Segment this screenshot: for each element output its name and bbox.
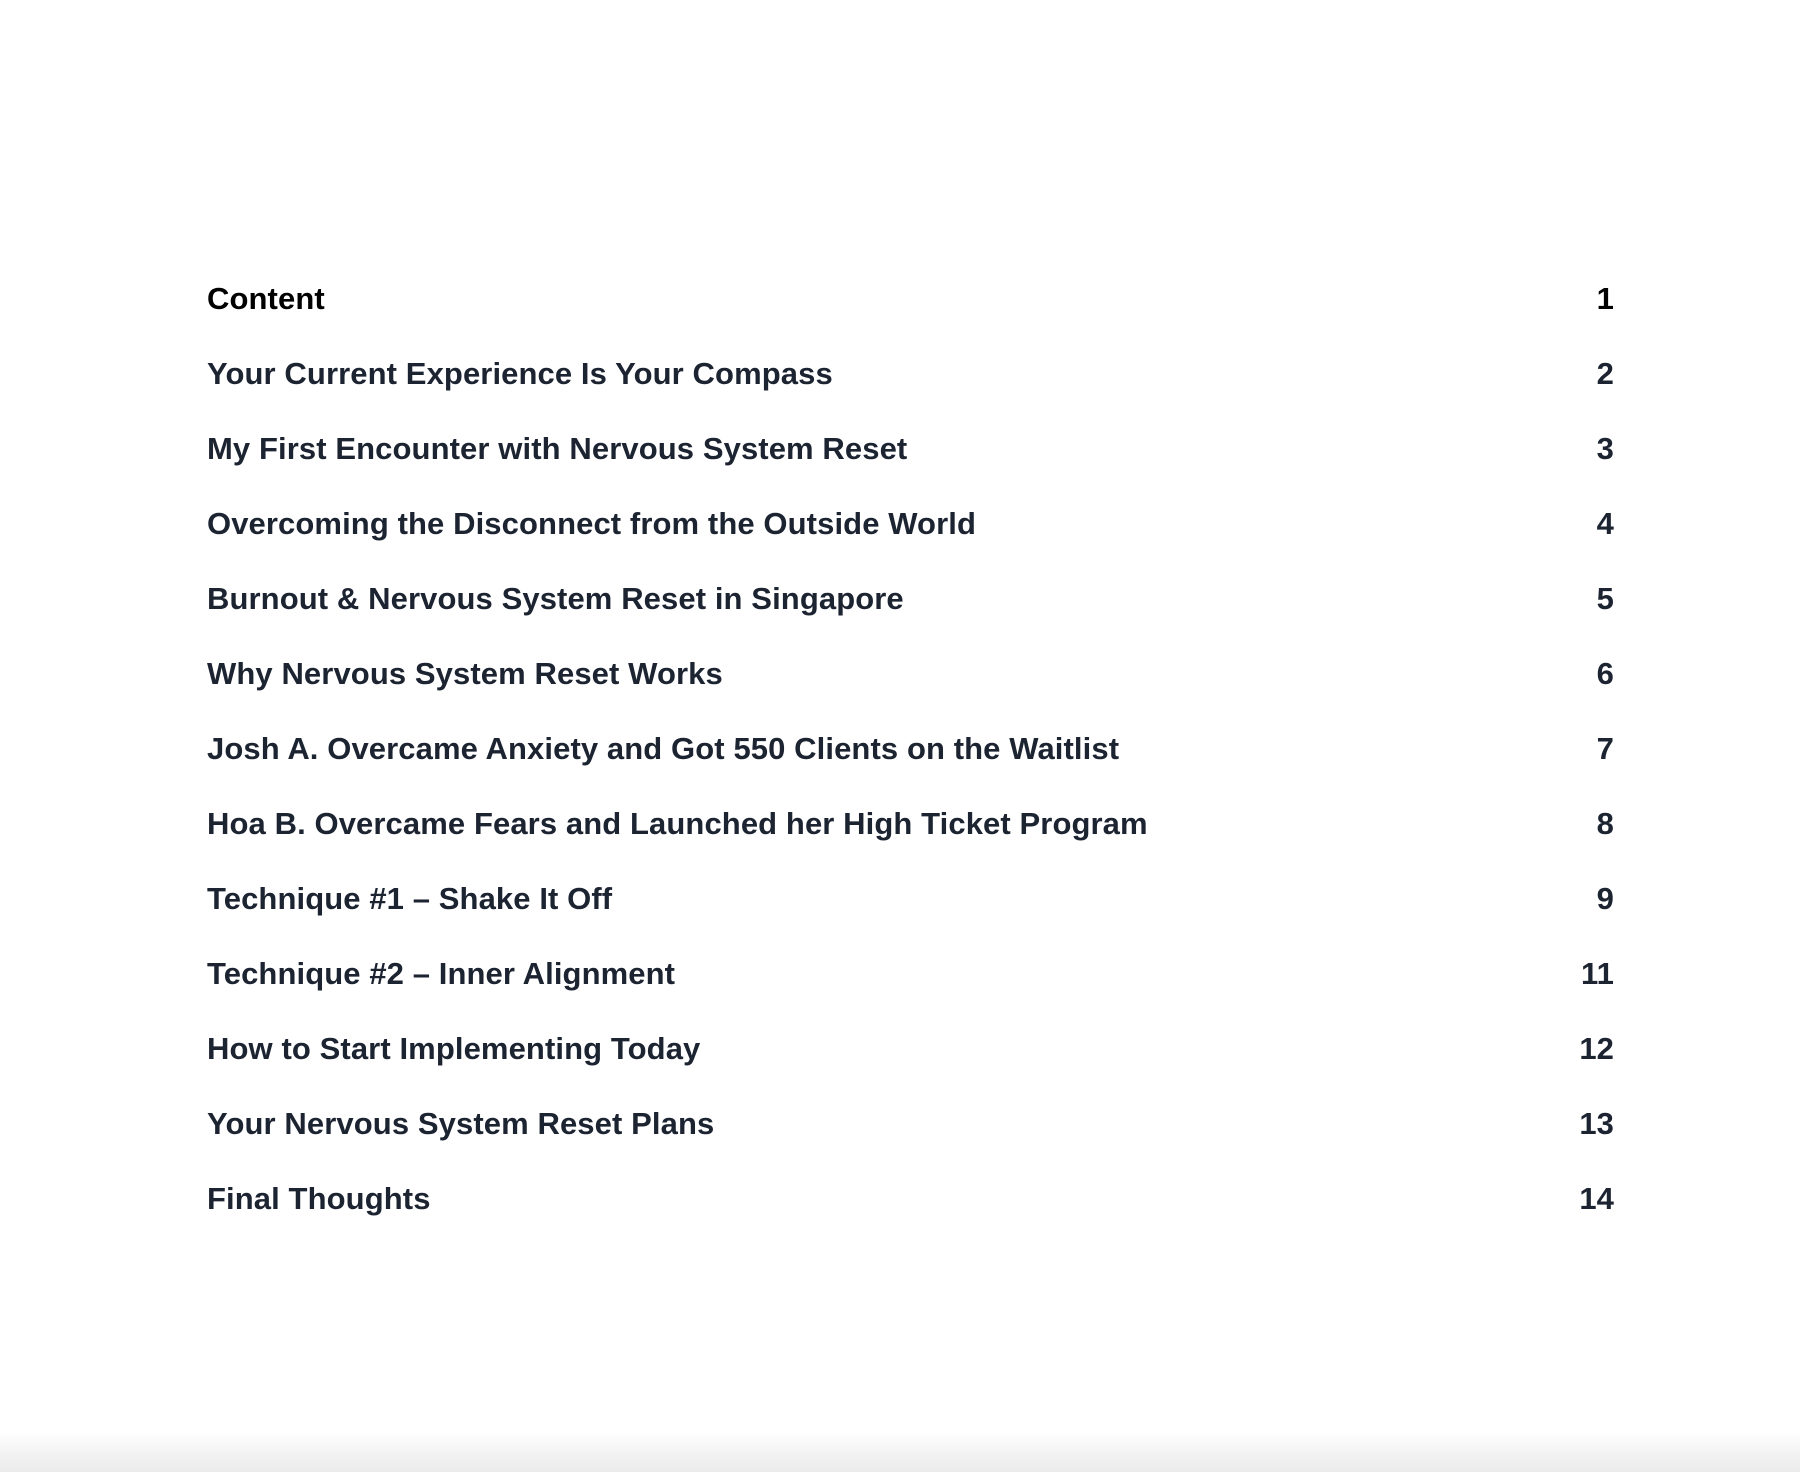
toc-entry (207, 422, 1614, 497)
toc-entry (207, 647, 1614, 722)
toc-entry-title: Your Nervous System Reset Plans (207, 1106, 715, 1141)
toc-entry-title: How to Start Implementing Today (207, 1031, 701, 1066)
toc-entry-page: 4 (1596, 506, 1614, 541)
toc-entry-title: Final Thoughts (207, 1181, 431, 1216)
toc-entry (207, 572, 1614, 647)
toc-entry (207, 1172, 1614, 1247)
toc-entry (207, 347, 1614, 422)
toc-entry-page: 11 (1581, 956, 1614, 991)
toc-entry-page: 14 (1579, 1181, 1614, 1216)
toc-entry-title: Your Current Experience Is Your Compass (207, 356, 833, 391)
toc-entry-page: 8 (1596, 806, 1614, 841)
toc-entry (207, 497, 1614, 572)
toc-entry (207, 872, 1614, 947)
toc-entry-title: Why Nervous System Reset Works (207, 656, 723, 691)
toc-heading (207, 272, 1614, 347)
toc-entry (207, 1022, 1614, 1097)
toc-entry (207, 797, 1614, 872)
toc-entry-title: Josh A. Overcame Anxiety and Got 550 Clients on the Waitlist (207, 731, 1120, 766)
table-of-contents (207, 272, 1614, 1247)
toc-entry-title: My First Encounter with Nervous System Reset (207, 431, 908, 466)
toc-entry-title: Hoa B. Overcame Fears and Launched her High Ticket Program (207, 806, 1148, 841)
toc-entry-title: Content (207, 281, 325, 316)
toc-entry-page: 3 (1596, 431, 1614, 466)
toc-entry-page: 1 (1596, 281, 1614, 316)
toc-entry-page: 5 (1596, 581, 1614, 616)
toc-entry-page: 12 (1579, 1031, 1614, 1066)
toc-entry-page: 9 (1596, 881, 1614, 916)
toc-entry-title: Technique #1 – Shake It Off (207, 881, 613, 916)
toc-entry (207, 947, 1614, 1022)
toc-entry-page: 6 (1596, 656, 1614, 691)
toc-entry-title: Overcoming the Disconnect from the Outside World (207, 506, 976, 541)
toc-entry-page: 13 (1579, 1106, 1614, 1141)
toc-entry-title: Technique #2 – Inner Alignment (207, 956, 676, 991)
toc-entry-page: 7 (1596, 731, 1614, 766)
toc-entry-title: Burnout & Nervous System Reset in Singapore (207, 581, 904, 616)
toc-entry-page: 2 (1596, 356, 1614, 391)
toc-entry (207, 1097, 1614, 1172)
toc-entry (207, 722, 1614, 797)
page-bottom-shadow (0, 1432, 1800, 1472)
